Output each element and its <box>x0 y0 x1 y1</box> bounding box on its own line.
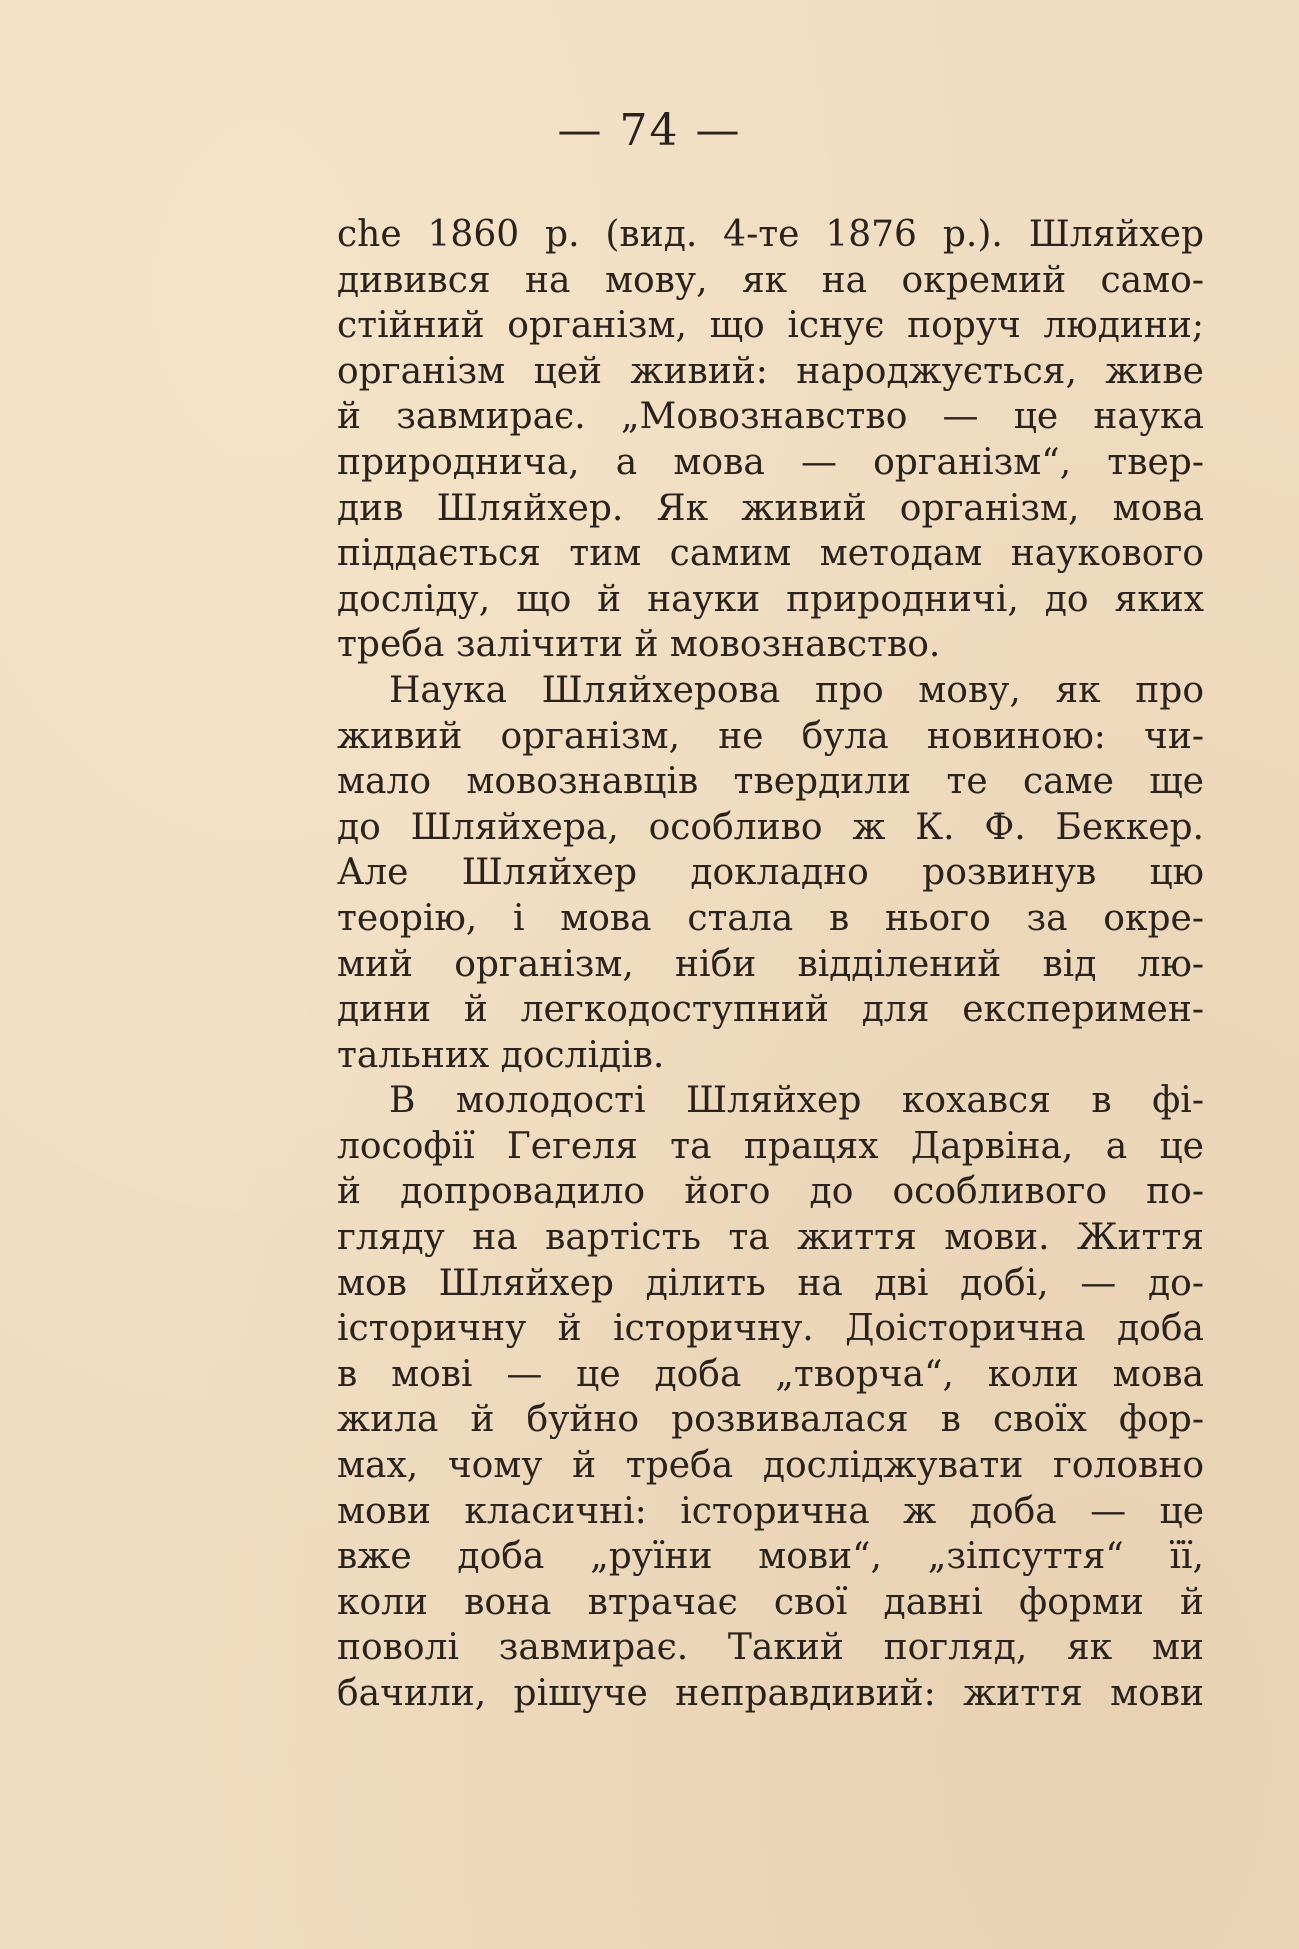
page-number: — 74 — <box>557 105 742 156</box>
text-line: в мові — це доба „творча“, коли мова <box>337 1353 1204 1395</box>
text-line: Але Шляйхер докладно розвинув цю <box>337 852 1204 894</box>
text-line: Наука Шляйхерова про мову, як про <box>389 669 1204 711</box>
text-line: мов Шляйхер ділить на дві добі, — до- <box>337 1262 1204 1304</box>
text-line: мий організм, ніби відділений від лю- <box>337 943 1204 985</box>
text-line: досліду, що й науки природничі, до яких <box>337 578 1204 620</box>
text-line: живий організм, не була новиною: чи- <box>337 715 1204 757</box>
text-line: коли вона втрачає свої давні форми й <box>337 1581 1204 1623</box>
text-line: дивився на мову, як на окремий само- <box>337 259 1204 301</box>
text-line: піддається тим самим методам наукового <box>337 533 1204 575</box>
text-line: організм цей живий: народжується, живе <box>337 350 1204 392</box>
text-line: теорію, і мова стала в нього за окре- <box>337 897 1204 939</box>
text-line: гляду на вартість та життя мови. Життя <box>337 1217 1204 1259</box>
text-line: й допровадило його до особливого по- <box>337 1171 1204 1213</box>
text-line: жила й буйно розвивалася в своїх фор- <box>337 1399 1204 1441</box>
text-line: мови класичні: історична ж доба — це <box>337 1490 1204 1532</box>
text-line: й завмирає. „Мовознавство — це наука <box>337 396 1204 438</box>
text-line: див Шляйхер. Як живий організм, мова <box>337 487 1204 529</box>
text-line: che 1860 р. (вид. 4-те 1876 р.). Шляйхер <box>337 214 1204 255</box>
body-text <box>337 212 1204 1717</box>
text-line: мало мовознавців твердили те саме ще <box>337 761 1204 803</box>
text-line: бачили, рішуче неправдивий: життя мови <box>337 1673 1204 1714</box>
text-line: треба залічити й мовознавство. <box>337 624 941 666</box>
text-line: до Шляйхера, особливо ж К. Ф. Беккер. <box>337 806 1204 848</box>
text-line: лософії Гегеля та працях Дарвіна, а це <box>337 1125 1204 1167</box>
text-line: В молодості Шляйхер кохався в фі- <box>389 1080 1204 1122</box>
text-line: вже доба „руїни мови“, „зіпсуття“ її, <box>337 1536 1204 1578</box>
text-line: історичну й історичну. Доісторична доба <box>337 1308 1204 1350</box>
text-line: тальних дослідів. <box>337 1034 665 1076</box>
text-line: поволі завмирає. Такий погляд, як ми <box>337 1627 1204 1669</box>
text-line: дини й легкодоступний для експеримен- <box>337 989 1204 1031</box>
text-line: природнича, а мова — організм“, твер- <box>337 441 1204 483</box>
text-line: мах, чому й треба досліджувати головно <box>337 1445 1204 1487</box>
text-line: стійний організм, що існує поруч людини; <box>337 305 1204 347</box>
